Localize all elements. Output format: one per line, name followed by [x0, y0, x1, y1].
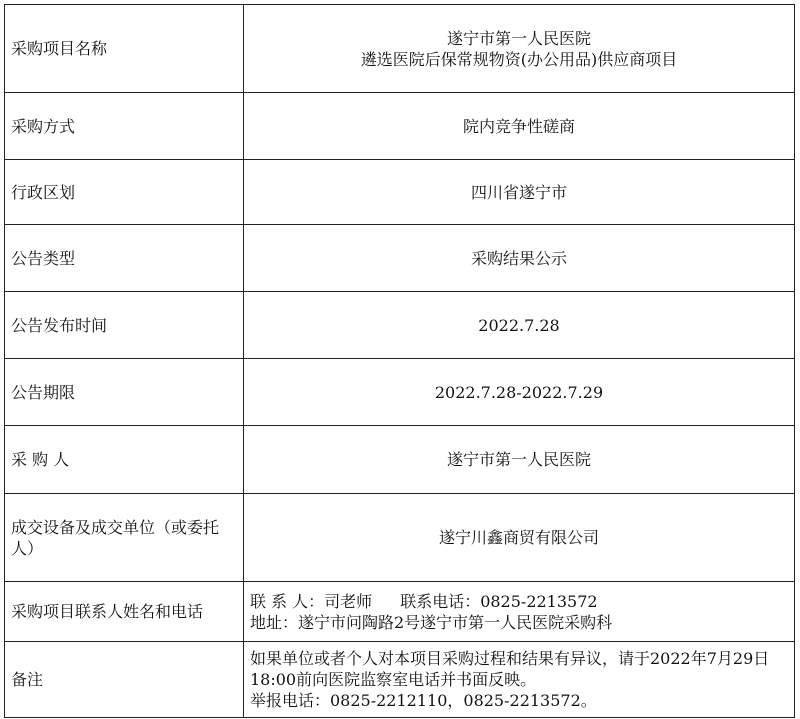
- table-row-method: [5, 93, 795, 160]
- table-row-contact: [5, 582, 795, 642]
- region-value: 四川省遂宁市: [244, 160, 795, 225]
- contact-label: 采购项目联系人姓名和电话: [5, 582, 244, 642]
- contact-person: 联 系 人：司老师: [250, 591, 373, 611]
- method-label: 采购方式: [5, 93, 244, 160]
- table-row-period: [5, 359, 795, 426]
- contact-person-phone-line: [250, 591, 788, 612]
- notice-type-value: 采购结果公示: [244, 225, 795, 292]
- table-row-publish-time: [5, 292, 795, 359]
- purchaser-label: 采 购 人: [5, 426, 244, 494]
- table-row-notice-type: [5, 225, 795, 292]
- procurement-notice-table: [4, 4, 795, 718]
- project-name-label: 采购项目名称: [5, 5, 244, 93]
- remarks-report: 举报电话：0825-2212110，0825-2213572。: [250, 691, 597, 710]
- remarks-text: 如果单位或者个人对本项目采购过程和结果有异议，请于2022年7月29日18:00前向医院监察室电话并书面反映。: [250, 649, 770, 689]
- period-value: 2022.7.28-2022.7.29: [244, 359, 795, 426]
- contact-address: 地址：遂宁市问陶路2号遂宁市第一人民医院采购科: [250, 612, 613, 632]
- table-row-winner: [5, 494, 795, 582]
- remarks-label: 备注: [5, 642, 244, 718]
- publish-time-value: 2022.7.28: [244, 292, 795, 359]
- purchaser-value: 遂宁市第一人民医院: [244, 426, 795, 494]
- notice-type-label: 公告类型: [5, 225, 244, 292]
- table-row-project-name: [5, 5, 795, 93]
- winner-value: 遂宁川鑫商贸有限公司: [244, 494, 795, 582]
- remarks-value: [244, 642, 795, 718]
- region-label: 行政区划: [5, 160, 244, 225]
- project-name-line1: 遂宁市第一人民医院: [446, 28, 591, 48]
- project-name-value: [244, 5, 795, 93]
- contact-value: [244, 582, 795, 642]
- table-row-remarks: [5, 642, 795, 718]
- method-value: 院内竞争性磋商: [244, 93, 795, 160]
- publish-time-label: 公告发布时间: [5, 292, 244, 359]
- contact-phone: 联系电话：0825-2213572: [400, 591, 598, 611]
- table-row-purchaser: [5, 426, 795, 494]
- winner-label: 成交设备及成交单位（或委托人）: [5, 494, 244, 582]
- period-label: 公告期限: [5, 359, 244, 426]
- table-row-region: [5, 160, 795, 225]
- project-name-line2: 遴选医院后保常规物资(办公用品)供应商项目: [360, 49, 678, 69]
